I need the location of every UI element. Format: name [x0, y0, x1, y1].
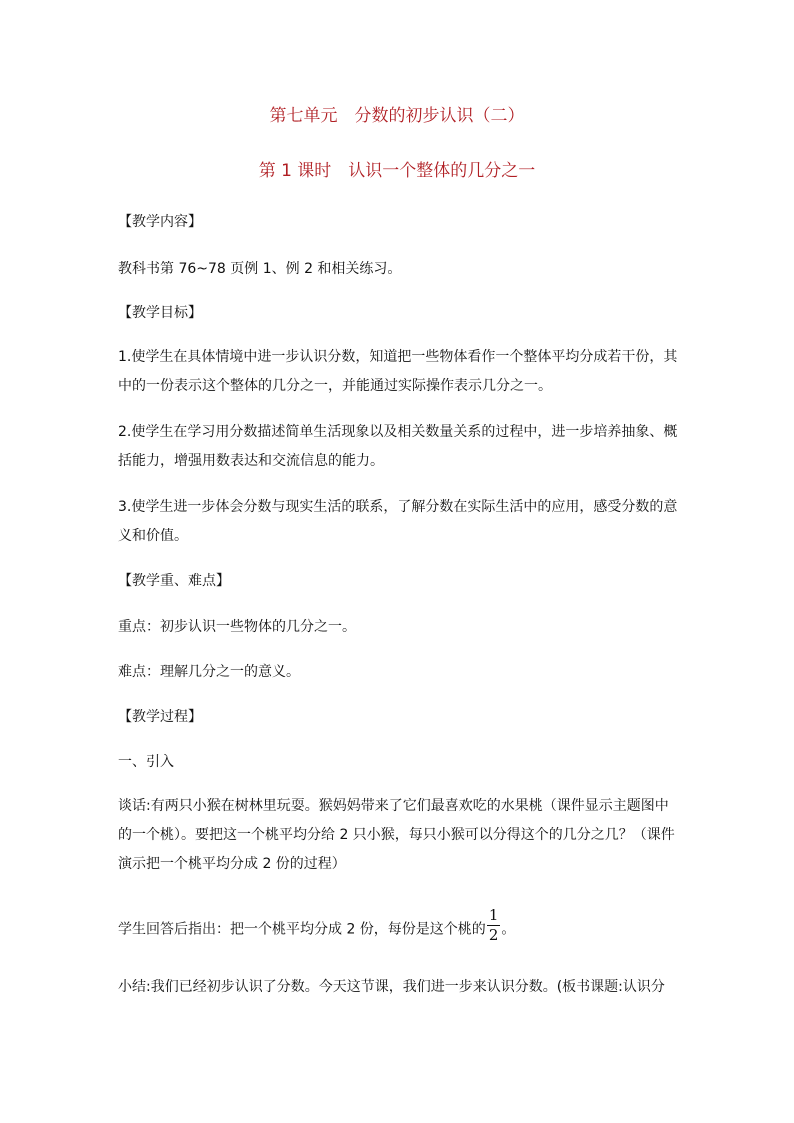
talk-line-2: 的一个桃）。要把这一个桃平均分给 2 只小猴，每只小猴可以分得这个的几分之几？（课件: [118, 827, 675, 843]
answer-suffix: 。: [501, 921, 516, 938]
key-point: 重点：初步认识一些物体的几分之一。: [118, 619, 356, 635]
goal-2-line-1: 2.使学生在学习用分数描述简单生活现象以及相关数量关系的过程中，进一步培养抽象、概: [118, 424, 678, 440]
lesson-title: 第 1 课时 认识一个整体的几分之一: [258, 161, 536, 181]
goal-1-line-2: 中的一份表示这个整体的几分之一，并能通过实际操作表示几分之一。: [118, 378, 552, 394]
talk-line-1: 谈话:有两只小猴在树林里玩耍。猴妈妈带来了它们最喜欢吃的水果桃（课件显示主题图中: [118, 798, 669, 814]
answer-prefix: 学生回答后指出：把一个桃平均分成 2 份，每份是这个桃的: [118, 921, 486, 938]
goal-3-line-1: 3.使学生进一步体会分数与现实生活的联系，了解分数在实际生活中的应用，感受分数的意: [118, 499, 678, 515]
fraction-one-half: [487, 908, 501, 943]
teaching-process-header: 【教学过程】: [118, 709, 202, 725]
teaching-content-header: 【教学内容】: [118, 214, 202, 230]
summary-line: 小结:我们已经初步认识了分数。今天这节课，我们进一步来认识分数。(板书课题:认识分: [118, 979, 665, 995]
key-difficult-header: 【教学重、难点】: [118, 573, 230, 589]
goal-3-line-2: 义和价值。: [118, 528, 188, 544]
teaching-goals-header: 【教学目标】: [118, 305, 202, 321]
fraction-denominator: 2: [488, 926, 499, 944]
difficult-point: 难点：理解几分之一的意义。: [118, 664, 300, 680]
teaching-content-text: 教科书第 76~78 页例 1、例 2 和相关练习。: [118, 261, 402, 277]
goal-1-line-1: 1.使学生在具体情境中进一步认识分数，知道把一些物体看作一个整体平均分成若干份，其: [118, 349, 678, 365]
answer-line: [118, 906, 516, 947]
talk-line-3: 演示把一个桃平均分成 2 份的过程）: [118, 856, 346, 872]
unit-title: 第七单元 分数的初步认识（二）: [269, 106, 525, 126]
part-1-title: 一、引入: [118, 754, 174, 770]
fraction-numerator: 1: [488, 906, 499, 924]
goal-2-line-2: 括能力，增强用数表达和交流信息的能力。: [118, 453, 384, 469]
